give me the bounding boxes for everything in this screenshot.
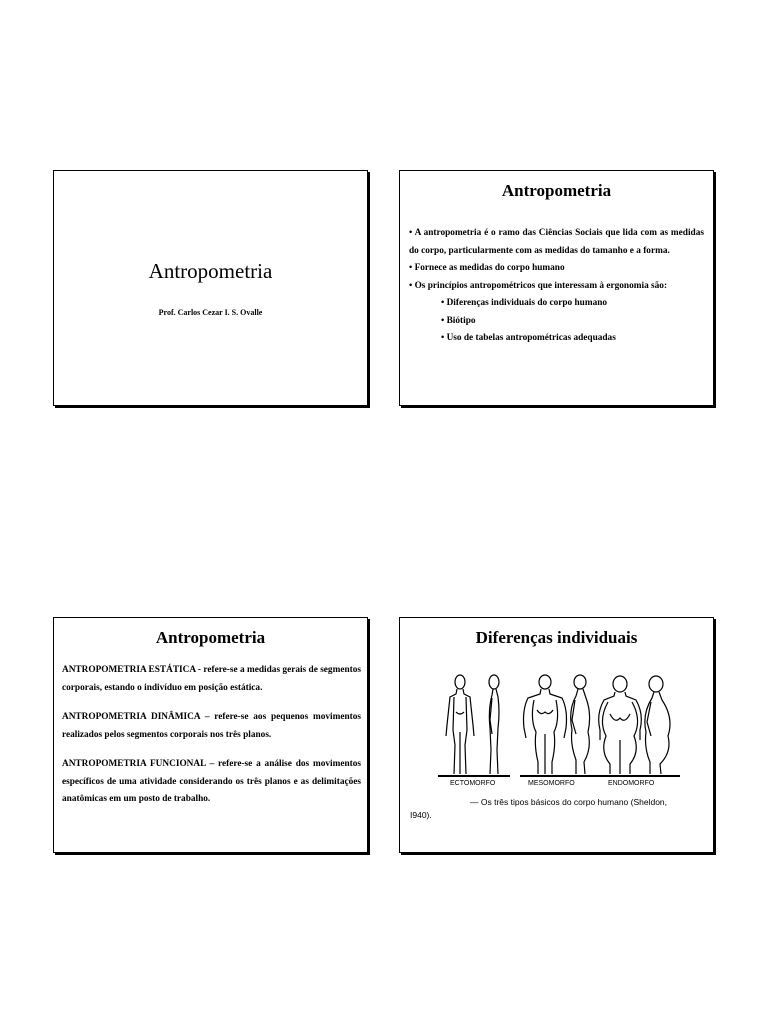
- ectomorph-front-figure: [446, 675, 474, 774]
- mesomorph-label: MESOMORFO: [528, 780, 575, 787]
- mesomorph-front-figure: [524, 675, 567, 774]
- slide-title: [53, 170, 368, 406]
- paragraph: ANTROPOMETRIA FUNCIONAL – refere-se a análise dos movimentos específicos de uma atividade considerando os três planos e as delimitações anatômicas em um posto de trabalho.: [62, 759, 361, 804]
- slide-heading: Diferenças individuais: [475, 628, 638, 647]
- bullet-item: • Fornece as medidas do corpo humano: [409, 263, 565, 273]
- sub-bullet-item: • Uso de tabelas antropométricas adequadas: [441, 333, 616, 343]
- slide-antropometria-intro: [399, 170, 714, 406]
- body-types-illustration: [410, 670, 700, 780]
- presentation-title: Antropometria: [148, 259, 273, 283]
- sub-bullet-item: • Biótipo: [441, 315, 476, 326]
- slide-individual-differences: [399, 617, 714, 853]
- paragraph: ANTROPOMETRIA DINÂMICA – refere-se aos pequenos movimentos realizados pelos segmentos corporais nos três planos.: [62, 712, 361, 740]
- author-name: Prof. Carlos Cezar I. S. Ovalle: [158, 308, 263, 317]
- sub-bullet-item: • Diferenças individuais do corpo humano: [441, 298, 608, 308]
- slide-heading: Antropometria: [155, 628, 266, 647]
- slide-antropometria-types: [53, 617, 368, 853]
- slide-content: [409, 225, 704, 348]
- body-types-figure: [410, 670, 700, 830]
- mesomorph-side-figure: [571, 675, 590, 774]
- ectomorph-label: ECTOMORFO: [450, 780, 496, 787]
- figure-caption: — Os três tipos básicos do corpo humano (Sheldon, I940).: [410, 797, 668, 820]
- paragraph: ANTROPOMETRIA ESTÁTICA - refere-se a medidas gerais de segmentos corporais, estando o indivíduo em posição estática.: [62, 665, 361, 693]
- endomorph-label: ENDOMORFO: [608, 780, 655, 787]
- bullet-item: • Os princípios antropométricos que interessam à ergonomia são:: [409, 280, 668, 291]
- endomorph-front-figure: [599, 676, 642, 774]
- slide-content: [62, 662, 361, 821]
- bullet-item: • A antropometria é o ramo das Ciências Sociais que lida com as medidas do corpo, particularmente com as medidas do tamanho e a forma.: [409, 228, 704, 256]
- slide-heading: Antropometria: [501, 181, 612, 200]
- ectomorph-side-figure: [489, 675, 499, 774]
- endomorph-side-figure: [645, 676, 670, 774]
